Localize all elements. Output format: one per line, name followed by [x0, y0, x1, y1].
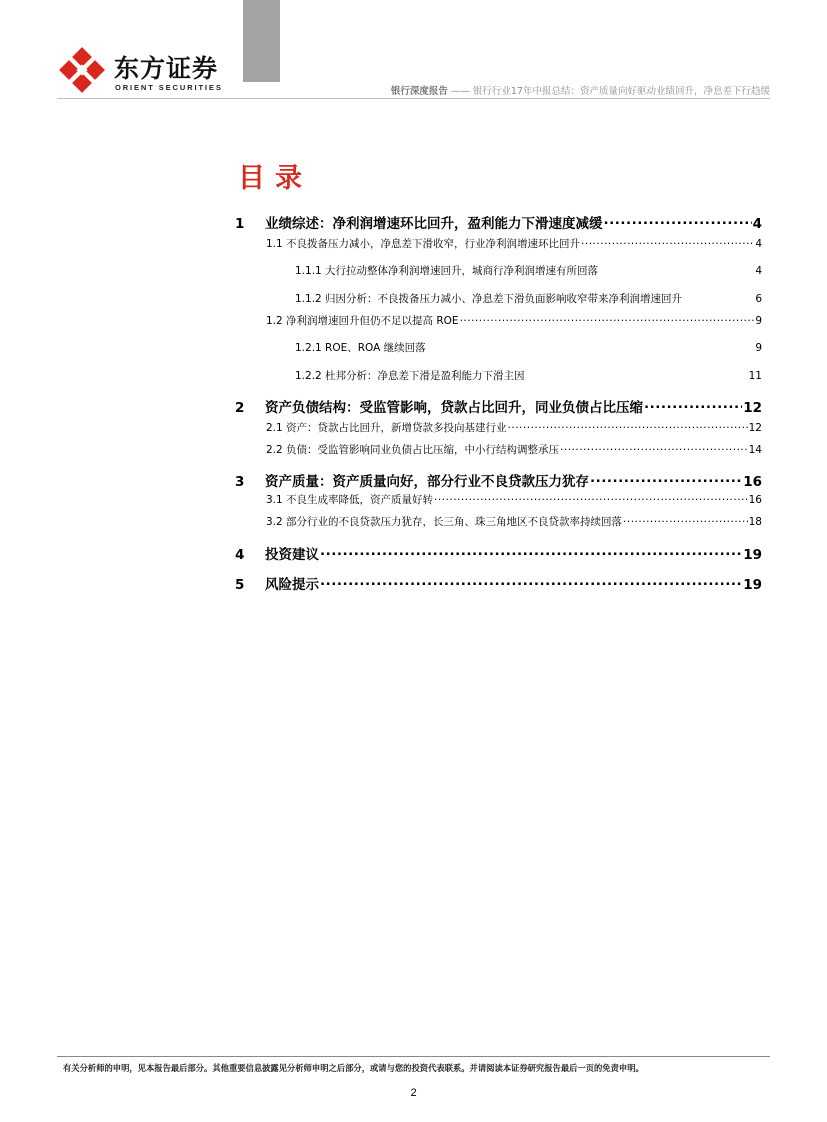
toc-entry-page: 14: [748, 444, 762, 456]
footer-divider: [57, 1056, 770, 1057]
toc-entry-label: 1.1.2 归因分析：不良拨备压力减小、净息差下滑负面影响收窄带来净利润增速回升: [295, 293, 683, 305]
toc-entry-1-1-1[interactable]: [235, 263, 762, 278]
toc-entry-label: 投资建议: [265, 547, 319, 563]
toc-entry-number: 5: [235, 577, 245, 593]
toc-entry-2[interactable]: [235, 396, 762, 416]
toc-entry-number: 2: [235, 400, 245, 416]
toc-entry-1-2-2[interactable]: [235, 368, 762, 383]
toc-entry-2-2[interactable]: [235, 442, 762, 457]
toc-dot-leader: [560, 443, 748, 454]
toc-dot-leader: [508, 421, 748, 432]
toc-entry-label: 风险提示: [265, 577, 319, 593]
toc-entry-label: 3.2 部分行业的不良贷款压力犹存，长三角、珠三角地区不良贷款率持续回落: [266, 516, 623, 528]
toc-entry-page: 9: [755, 315, 762, 327]
report-category: 银行深度报告: [390, 86, 448, 97]
toc-entry-1-2-1[interactable]: [235, 340, 762, 355]
toc-dot-leader: [581, 237, 754, 248]
page-number: 2: [410, 1087, 417, 1099]
toc-entry-page: 12: [748, 422, 762, 434]
toc-dot-leader: [604, 215, 752, 229]
toc-spacer: [427, 341, 755, 352]
toc-entry-label: 资产质量：资产质量向好，部分行业不良贷款压力犹存: [265, 474, 589, 490]
toc-spacer: [683, 292, 754, 303]
toc-entry-2-1[interactable]: [235, 420, 762, 435]
toc-entry-number: 4: [235, 547, 245, 563]
toc-entry-page: 19: [743, 577, 762, 593]
toc-entry-page: 4: [755, 238, 762, 250]
toc-entry-1-1-2[interactable]: [235, 291, 762, 306]
toc-entry-1[interactable]: [235, 212, 762, 232]
toc-dot-leader: [320, 576, 742, 590]
toc-entry-3[interactable]: [235, 470, 762, 490]
toc-entry-page: 11: [748, 370, 762, 382]
toc-entry-label: 2.2 负债：受监管影响同业负债占比压缩，中小行结构调整承压: [266, 444, 560, 456]
header-divider: [57, 98, 770, 99]
toc-dot-leader: [590, 473, 742, 487]
toc-entry-label: 3.1 不良生成率降低，资产质量好转: [266, 494, 434, 506]
toc-dot-leader: [460, 314, 755, 325]
report-title: 银行行业17年中报总结：资产质量向好驱动业绩回升，净息差下行趋缓: [472, 86, 770, 97]
report-header: [391, 83, 770, 97]
toc-spacer: [526, 369, 748, 380]
toc-entry-page: 9: [755, 342, 762, 354]
toc-entry-4[interactable]: [235, 543, 762, 563]
toc-entry-page: 4: [752, 216, 762, 232]
header-separator: ——: [447, 86, 473, 97]
toc-title: 目录: [238, 163, 312, 194]
toc-entry-label: 业绩综述：净利润增速环比回升，盈利能力下滑速度减缓: [265, 216, 603, 232]
toc-entry-page: 18: [748, 516, 762, 528]
toc-entry-label: 1.2.1 ROE、ROA 继续回落: [295, 342, 426, 354]
toc-entry-3-2[interactable]: [235, 514, 762, 529]
toc-entry-label: 1.2.2 杜邦分析：净息差下滑是盈利能力下滑主因: [295, 370, 525, 382]
toc-entry-page: 4: [755, 265, 762, 277]
toc-entry-number: 3: [235, 474, 245, 490]
toc-entry-page: 16: [748, 494, 762, 506]
toc-entry-label: 1.1 不良拨备压力减小，净息差下滑收窄，行业净利润增速环比回升: [266, 238, 581, 250]
toc-entry-page: 12: [743, 400, 762, 416]
toc-entry-page: 6: [755, 293, 762, 305]
toc-entry-1-2[interactable]: [235, 313, 762, 328]
footer-disclaimer: 有关分析师的申明，见本报告最后部分。其他重要信息披露见分析师申明之后部分，或请与您的投资代表联系。并请阅读本证券研究报告最后一页的免责申明。: [63, 1063, 644, 1073]
toc-dot-leader: [434, 493, 748, 504]
brand-logo: [57, 45, 227, 95]
toc-dot-leader: [644, 399, 742, 413]
brand-name-cn: 东方证券: [114, 54, 219, 83]
brand-name-en: ORIENT SECURITIES: [115, 83, 223, 92]
toc-entry-5[interactable]: [235, 573, 762, 593]
toc-entry-3-1[interactable]: [235, 492, 762, 507]
toc-entry-label: 1.2 净利润增速回升但仍不足以提高 ROE: [266, 315, 459, 327]
toc-spacer: [599, 264, 754, 275]
toc-entry-label: 1.1.1 大行拉动整体净利润增速回升，城商行净利润增速有所回落: [295, 265, 599, 277]
toc-dot-leader: [623, 515, 748, 526]
toc-entry-label: 2.1 资产：贷款占比回升，新增贷款多投向基建行业: [266, 422, 507, 434]
orient-securities-logo-icon: [57, 45, 107, 95]
toc-entry-label: 资产负债结构：受监管影响，贷款占比回升，同业负债占比压缩: [265, 400, 643, 416]
toc-entry-page: 19: [743, 547, 762, 563]
toc-entry-number: 1: [235, 216, 245, 232]
toc-entry-1-1[interactable]: [235, 236, 762, 251]
toc-dot-leader: [320, 546, 742, 560]
header-gray-tab: [243, 0, 280, 82]
toc-entry-page: 16: [743, 474, 762, 490]
